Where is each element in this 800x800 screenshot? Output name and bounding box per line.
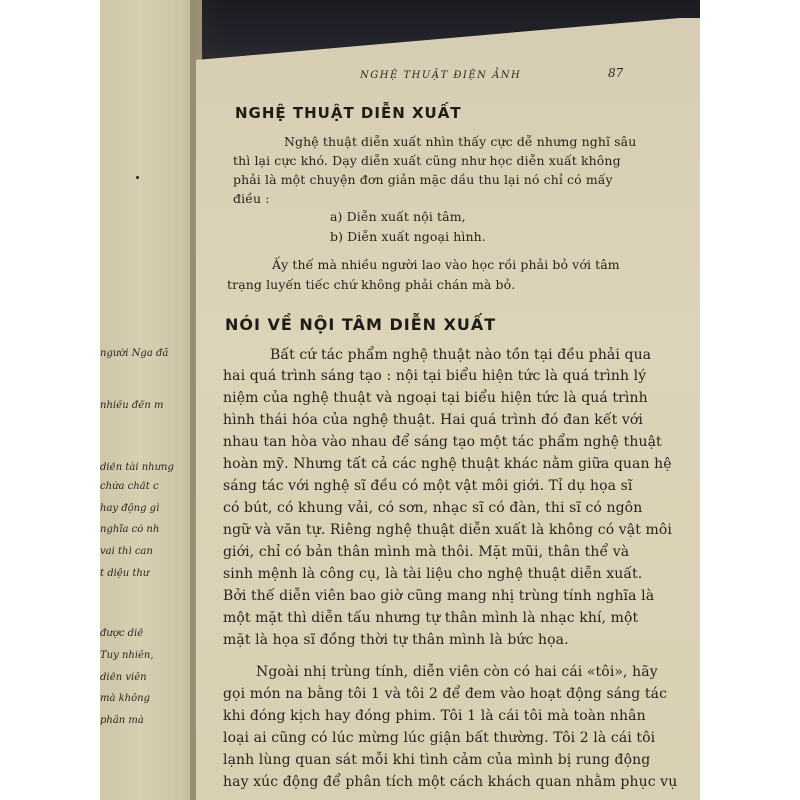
page-number: 87	[608, 66, 624, 80]
text-line: hai quá trình sáng tạo : nội tại biểu hiện tức là quá trình lý	[223, 368, 647, 384]
left-page-line: t diệu thư	[100, 568, 150, 579]
ink-dot	[136, 176, 139, 179]
left-page-line: chứa chất c	[100, 481, 159, 492]
left-page-line: phân mà	[100, 715, 144, 726]
left-page-line: diễn tài nhưng	[100, 462, 174, 473]
left-page-line: vai thì can	[100, 546, 153, 557]
section-heading: NGHỆ THUẬT DIỄN XUẤT	[235, 104, 462, 122]
left-page-line: được diễ	[100, 628, 144, 639]
text-line: hoàn mỹ. Nhưng tất cả các nghệ thuật khác nằm giữa quan hệ	[223, 456, 672, 472]
list-item: b) Diễn xuất ngoại hình.	[330, 229, 486, 244]
left-page-line: Tuy nhiên,	[100, 650, 154, 661]
text-line: có bút, có khung vải, có sơn, nhạc sĩ có đàn, thi sĩ có ngôn	[223, 500, 643, 516]
text-line: ngữ và văn tự. Riêng nghệ thuật diễn xuất là không có vật môi	[223, 522, 673, 538]
right-margin	[700, 0, 800, 800]
text-line: Bởi thế diễn viên bao giờ cũng mang nhị trùng tính nghĩa là	[223, 588, 655, 604]
text-line: Nghệ thuật diễn xuất nhìn thấy cực dễ nhưng nghĩ sâu	[284, 134, 637, 149]
text-line: gọi món na bằng tôi 1 và tôi 2 để đem vào hoạt động sáng tác	[223, 686, 668, 702]
left-page-line: nghĩa có nh	[100, 524, 160, 535]
text-line: sinh mệnh là công cụ, là tài liệu cho nghệ thuật diễn xuất.	[223, 566, 643, 582]
text-line: hay xúc động để phân tích một cách khách quan nhằm phục vụ	[223, 774, 678, 790]
left-page-line: hay động gì	[100, 503, 160, 514]
left-page-line: nhiều đến m	[100, 400, 164, 411]
running-head: NGHỆ THUẬT ĐIỆN ẢNH	[360, 70, 522, 81]
text-line: sáng tác với nghệ sĩ đều có một vật môi giới. Tỉ dụ họa sĩ	[223, 478, 633, 494]
list-item: a) Diễn xuất nội tâm,	[330, 209, 466, 224]
text-line: điều :	[233, 191, 270, 206]
left-page-line: người Nga đã	[100, 348, 169, 359]
text-line: Ngoài nhị trùng tính, diễn viên còn có hai cái «tôi», hãy	[256, 664, 658, 680]
left-page-line: diễn viên	[100, 672, 147, 683]
text-line: Bất cứ tác phẩm nghệ thuật nào tồn tại đều phải qua	[270, 347, 652, 363]
text-line: Ấy thế mà nhiều người lao vào học rồi phải bỏ với tâm	[272, 257, 620, 272]
text-line: trạng luyến tiếc chứ không phải chán mà bỏ.	[227, 277, 516, 292]
left-margin	[0, 0, 100, 800]
text-line: thì lại cực khó. Dạy diễn xuất cũng như học diễn xuất không	[233, 153, 621, 168]
text-line: loại ai cũng có lúc mừng lúc giận bất thường. Tôi 2 là cái tôi	[223, 730, 656, 746]
text-line: khi đóng kịch hay đóng phim. Tôi 1 là cái tôi mà toàn nhân	[223, 708, 646, 724]
text-line: lạnh lùng quan sát mỗi khi tình cảm của mình bị rung động	[223, 752, 651, 768]
text-line: niệm của nghệ thuật và ngoại tại biểu hiện tức là quá trình	[223, 390, 648, 406]
text-line: giới, chỉ có bản thân mình mà thôi. Mặt mũi, thân thể và	[223, 544, 630, 560]
text-line: nhau tan hòa vào nhau để sáng tạo một tác phẩm nghệ thuật	[223, 434, 662, 450]
text-line: một mặt thì diễn tấu nhưng tự thân mình là nhạc khí, một	[223, 610, 639, 626]
text-line: hình thái hóa của nghệ thuật. Hai quá trình đó đan kết với	[223, 412, 643, 428]
left-page-line: mà không	[100, 693, 150, 704]
text-line: phải là một chuyện đơn giản mặc dầu thu lại nó chỉ có mấy	[233, 172, 613, 187]
text-line: mặt là họa sĩ đồng thời tự thân mình là bức họa.	[223, 632, 569, 648]
section-heading: NÓI VỀ NỘI TÂM DIỄN XUẤT	[225, 315, 497, 334]
